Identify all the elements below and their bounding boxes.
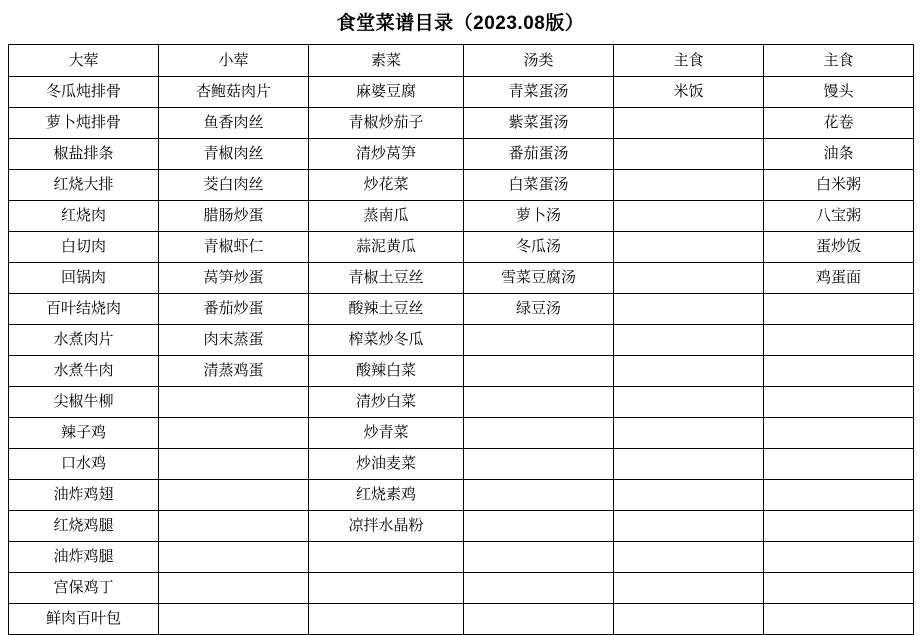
- cell: [159, 573, 309, 604]
- cell: [614, 139, 764, 170]
- cell: 青椒肉丝: [159, 139, 309, 170]
- cell: 炒花菜: [309, 170, 464, 201]
- cell: 炒青菜: [309, 418, 464, 449]
- cell: [614, 356, 764, 387]
- cell: [464, 387, 614, 418]
- cell: [614, 387, 764, 418]
- cell: [614, 232, 764, 263]
- column-header-1: 小荤: [159, 45, 309, 77]
- cell: [764, 511, 914, 542]
- cell: [614, 449, 764, 480]
- cell: 茭白肉丝: [159, 170, 309, 201]
- cell: 清炒莴笋: [309, 139, 464, 170]
- cell: 青椒虾仁: [159, 232, 309, 263]
- table-row: [9, 511, 914, 542]
- menu-table: [8, 44, 914, 635]
- cell: 雪菜豆腐汤: [464, 263, 614, 294]
- table-row: [9, 542, 914, 573]
- cell: [764, 573, 914, 604]
- cell: [464, 356, 614, 387]
- table-row: [9, 480, 914, 511]
- cell: 鲜肉百叶包: [9, 604, 159, 635]
- cell: [764, 418, 914, 449]
- cell: 酸辣白菜: [309, 356, 464, 387]
- cell: [464, 325, 614, 356]
- cell: 口水鸡: [9, 449, 159, 480]
- cell: [614, 170, 764, 201]
- cell: [309, 573, 464, 604]
- cell: [614, 542, 764, 573]
- cell: [464, 449, 614, 480]
- cell: 红烧素鸡: [309, 480, 464, 511]
- cell: 百叶结烧肉: [9, 294, 159, 325]
- cell: 清炒白菜: [309, 387, 464, 418]
- table-body: [9, 77, 914, 635]
- cell: [614, 325, 764, 356]
- cell: [159, 542, 309, 573]
- page-title: 食堂菜谱目录（2023.08版）: [336, 13, 585, 34]
- cell: [464, 511, 614, 542]
- cell: 炒油麦菜: [309, 449, 464, 480]
- cell: [764, 356, 914, 387]
- table-row: [9, 108, 914, 139]
- cell: 水煮牛肉: [9, 356, 159, 387]
- cell: [614, 108, 764, 139]
- table-header: [9, 45, 914, 77]
- cell: [614, 418, 764, 449]
- cell: [764, 480, 914, 511]
- cell: 冬瓜炖排骨: [9, 77, 159, 108]
- cell: 辣子鸡: [9, 418, 159, 449]
- cell: [614, 573, 764, 604]
- table-row: [9, 139, 914, 170]
- cell: [159, 418, 309, 449]
- cell: 鸡蛋面: [764, 263, 914, 294]
- cell: 青菜蛋汤: [464, 77, 614, 108]
- cell: 红烧大排: [9, 170, 159, 201]
- cell: 馒头: [764, 77, 914, 108]
- cell: 凉拌水晶粉: [309, 511, 464, 542]
- table-row: [9, 418, 914, 449]
- cell: [464, 480, 614, 511]
- cell: 萝卜汤: [464, 201, 614, 232]
- table-header-row: [9, 45, 914, 77]
- cell: 蒸南瓜: [309, 201, 464, 232]
- cell: 肉末蒸蛋: [159, 325, 309, 356]
- cell: 番茄蛋汤: [464, 139, 614, 170]
- cell: [764, 294, 914, 325]
- column-header-3: 汤类: [464, 45, 614, 77]
- column-header-5: 主食: [764, 45, 914, 77]
- cell: 油条: [764, 139, 914, 170]
- cell: 青椒土豆丝: [309, 263, 464, 294]
- cell: 白菜蛋汤: [464, 170, 614, 201]
- cell: 水煮肉片: [9, 325, 159, 356]
- cell: 榨菜炒冬瓜: [309, 325, 464, 356]
- column-header-0: 大荤: [9, 45, 159, 77]
- table-row: [9, 294, 914, 325]
- cell: [614, 480, 764, 511]
- table-row: [9, 263, 914, 294]
- cell: 杏鲍菇肉片: [159, 77, 309, 108]
- cell: 油炸鸡翅: [9, 480, 159, 511]
- cell: 青椒炒茄子: [309, 108, 464, 139]
- table-row: [9, 232, 914, 263]
- cell: 莴笋炒蛋: [159, 263, 309, 294]
- cell: 红烧鸡腿: [9, 511, 159, 542]
- cell: [614, 511, 764, 542]
- cell: 冬瓜汤: [464, 232, 614, 263]
- cell: 蛋炒饭: [764, 232, 914, 263]
- cell: 八宝粥: [764, 201, 914, 232]
- cell: [614, 263, 764, 294]
- table-row: [9, 170, 914, 201]
- table-row: [9, 387, 914, 418]
- cell: 紫菜蛋汤: [464, 108, 614, 139]
- cell: 清蒸鸡蛋: [159, 356, 309, 387]
- column-header-2: 素菜: [309, 45, 464, 77]
- cell: 白米粥: [764, 170, 914, 201]
- cell: [764, 449, 914, 480]
- cell: 米饭: [614, 77, 764, 108]
- cell: [159, 480, 309, 511]
- table-row: [9, 356, 914, 387]
- cell: 椒盐排条: [9, 139, 159, 170]
- cell: 白切肉: [9, 232, 159, 263]
- cell: 萝卜炖排骨: [9, 108, 159, 139]
- cell: [464, 542, 614, 573]
- cell: [159, 449, 309, 480]
- cell: 麻婆豆腐: [309, 77, 464, 108]
- cell: 花卷: [764, 108, 914, 139]
- cell: [464, 573, 614, 604]
- table-row: [9, 325, 914, 356]
- cell: 绿豆汤: [464, 294, 614, 325]
- cell: [159, 387, 309, 418]
- cell: [764, 325, 914, 356]
- cell: 宫保鸡丁: [9, 573, 159, 604]
- cell: [764, 387, 914, 418]
- table-row: [9, 201, 914, 232]
- cell: [614, 201, 764, 232]
- table-container: [0, 44, 921, 635]
- cell: 油炸鸡腿: [9, 542, 159, 573]
- cell: 腊肠炒蛋: [159, 201, 309, 232]
- table-row: [9, 573, 914, 604]
- cell: [614, 294, 764, 325]
- cell: [309, 542, 464, 573]
- cell: 鱼香肉丝: [159, 108, 309, 139]
- column-header-4: 主食: [614, 45, 764, 77]
- cell: 番茄炒蛋: [159, 294, 309, 325]
- cell: [159, 511, 309, 542]
- table-row: [9, 449, 914, 480]
- cell: 尖椒牛柳: [9, 387, 159, 418]
- cell: [764, 542, 914, 573]
- cell: 回锅肉: [9, 263, 159, 294]
- cell: [464, 418, 614, 449]
- cell: 酸辣土豆丝: [309, 294, 464, 325]
- cell: 红烧肉: [9, 201, 159, 232]
- table-row: [9, 77, 914, 108]
- cell: 蒜泥黄瓜: [309, 232, 464, 263]
